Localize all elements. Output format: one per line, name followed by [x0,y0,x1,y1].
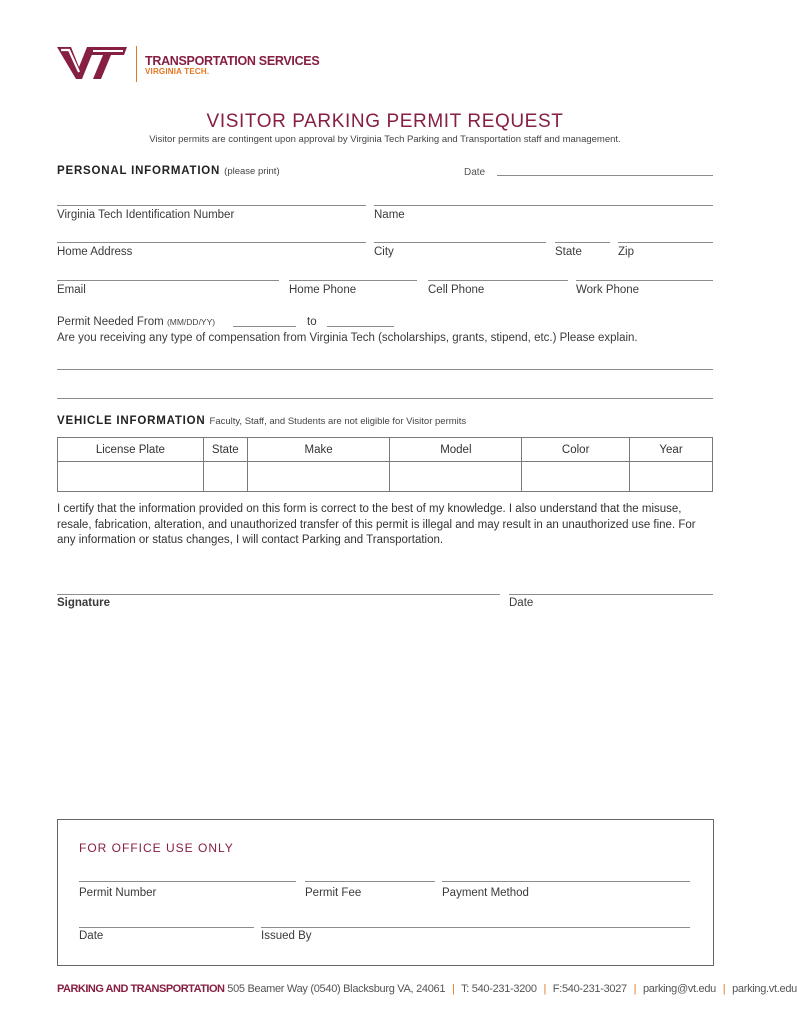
permit-number-label: Permit Number [79,887,157,899]
name-label: Name [374,209,405,221]
permit-number-field[interactable] [79,881,296,882]
form-title: VISITOR PARKING PERMIT REQUEST [206,111,564,132]
logo-title: TRANSPORTATION SERVICES [145,54,320,68]
compensation-question: Are you receiving any type of compensation from Virginia Tech (scholarships, grants, stipend, etc.) Please explain. [57,332,638,344]
vehicle-table-row [58,462,713,492]
model-cell[interactable] [390,462,522,492]
col-make: Make [247,438,390,462]
compensation-answer-line-1[interactable] [57,369,713,370]
vt-id-label: Virginia Tech Identification Number [57,209,235,221]
col-color: Color [522,438,630,462]
home-address-field[interactable] [57,242,366,243]
issued-by-field[interactable] [261,927,690,928]
home-phone-field[interactable] [289,280,417,281]
state-cell[interactable] [203,462,247,492]
permit-to-field[interactable] [327,326,394,327]
home-address-label: Home Address [57,246,133,258]
footer-website[interactable]: parking.vt.edu [732,983,797,995]
year-cell[interactable] [630,462,713,492]
footer-org: PARKING AND TRANSPORTATION [57,983,225,995]
footer-email[interactable]: parking@vt.edu [642,983,716,995]
issued-by-label: Issued By [261,930,312,942]
color-cell[interactable] [522,462,630,492]
office-date-field[interactable] [79,927,254,928]
vt-logo [57,45,129,81]
zip-label: Zip [618,246,634,258]
vehicle-table [57,437,713,492]
vt-id-field[interactable] [57,205,366,206]
date-field[interactable] [497,175,713,176]
footer-separator: | [633,983,637,995]
form-subtitle: Visitor permits are contingent upon approval by Virginia Tech Parking and Transportation staff and management. [149,134,621,145]
payment-method-field[interactable] [442,881,690,882]
footer-fax: F:540-231-3027 [552,983,627,995]
vt-logo-mark [57,45,129,81]
footer-separator: | [543,983,547,995]
footer [57,983,797,995]
col-license-plate: License Plate [58,438,204,462]
permit-to-label: to [307,316,317,328]
col-year: Year [630,438,713,462]
permit-from-format: (MM/DD/YY) [166,317,216,327]
signature-label: Signature [57,597,111,609]
permit-from-label [57,316,215,328]
permit-from-field[interactable] [233,326,296,327]
office-date-label: Date [79,930,104,942]
city-field[interactable] [374,242,546,243]
logo-divider [136,46,137,82]
cell-phone-field[interactable] [428,280,568,281]
home-phone-label: Home Phone [289,284,357,296]
permit-from-text: Permit Needed From [57,316,164,328]
footer-separator: | [722,983,726,995]
footer-separator: | [451,983,455,995]
payment-method-label: Payment Method [442,887,529,899]
name-field[interactable] [374,205,713,206]
email-label: Email [57,284,86,296]
vehicle-info-heading [57,415,466,427]
vehicle-info-note: Faculty, Staff, and Students are not eligible for Visitor permits [209,416,467,427]
permit-fee-field[interactable] [305,881,435,882]
work-phone-label: Work Phone [576,284,640,296]
signature-field[interactable] [57,594,500,595]
make-cell[interactable] [247,462,390,492]
license-plate-cell[interactable] [58,462,204,492]
vehicle-table-header [58,438,713,462]
footer-phone: T: 540-231-3200 [461,983,537,995]
logo-subtitle: VIRGINIA TECH. [145,67,210,76]
col-state: State [203,438,247,462]
cell-phone-label: Cell Phone [428,284,485,296]
personal-info-title: PERSONAL INFORMATION [57,165,221,177]
vehicle-info-title: VEHICLE INFORMATION [57,415,206,427]
compensation-answer-line-2[interactable] [57,398,713,399]
permit-fee-label: Permit Fee [305,887,362,899]
personal-info-heading [57,165,280,177]
office-use-heading: FOR OFFICE USE ONLY [79,841,234,855]
state-field[interactable] [555,242,610,243]
work-phone-field[interactable] [576,280,713,281]
certification-text: I certify that the information provided on this form is correct to the best of my knowledge. I also understand that the misuse, resale, fabrication, alteration, and unauthorized transfer of this permit is illegal and may result in an unauthorized use fine. For any information or status changes, I will contact Parking and Transportation. [57,503,696,546]
state-label: State [555,246,582,258]
city-label: City [374,246,394,258]
email-field[interactable] [57,280,279,281]
personal-info-note: (please print) [224,166,280,177]
col-model: Model [390,438,522,462]
zip-field[interactable] [618,242,713,243]
footer-address: 505 Beamer Way (0540) Blacksburg VA, 24061 [227,983,446,995]
signature-date-label: Date [509,597,534,609]
signature-date-field[interactable] [509,594,713,595]
date-label: Date [464,167,486,178]
